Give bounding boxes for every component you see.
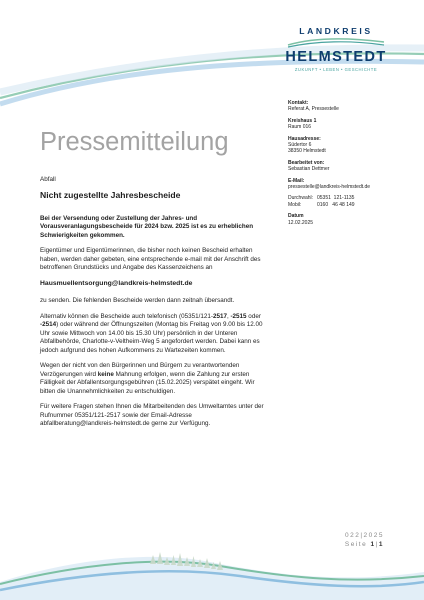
author-group xyxy=(288,160,398,173)
page-indicator: Seite 1|1 xyxy=(344,541,384,548)
headline: Nicht zugestellte Jahresbescheide xyxy=(40,189,181,200)
category-label: Abfall xyxy=(40,176,56,183)
building-label: Kreishaus 1 xyxy=(288,117,317,124)
address-group xyxy=(288,136,398,155)
press-release-body xyxy=(40,176,266,436)
direct-dial-value: 05351 121-1135 xyxy=(317,195,355,202)
author-value: Sebastian Dettmer xyxy=(288,166,330,173)
logo-landkreis-text: LANDKREIS xyxy=(299,26,373,36)
contact-group xyxy=(288,100,398,113)
author-label: Bearbeitet von: xyxy=(288,159,325,166)
date-label: Datum xyxy=(288,213,304,220)
press-email-value: pressestelle@landkreis-helmstedt.de xyxy=(288,184,371,191)
paragraph-request: Eigentümer und Eigentümerinnen, die bisher noch keinen Bescheid erhalten haben, werden daher gebeten, eine entsprechende e-mail mit der Anschrift des betroffenen Grundstücks und Angabe des Kassenzeichens an xyxy=(40,247,261,271)
phone-extension-2514: -2514 xyxy=(40,321,57,328)
phone-extension-2517: 2517 xyxy=(212,312,227,320)
mobile-row xyxy=(288,202,398,208)
landkreis-helmstedt-logo xyxy=(284,26,388,73)
address-label: Hausadresse: xyxy=(288,135,321,142)
mobile-value: 0160 46 48 149 xyxy=(317,201,355,208)
room-value: Raum 016 xyxy=(288,124,312,131)
document-number: 022|2025 xyxy=(345,532,384,539)
address-city: 38350 Helmstedt xyxy=(288,148,326,155)
contact-value: Referat A, Pressestelle xyxy=(288,106,339,113)
email-group xyxy=(288,178,398,191)
paragraph-delay: Wegen der nicht von den Bürgerinnen und Bürgern zu verantwortenden Verzögerungen wird keine Mahnung erfolgen, wenn die Zahlung zur ersten Fälligkeit der Abfallentsorgungsgebühren (15.02.2025) verspätet eingeht. Wir bitten die Unannehmlichkeiten zu entschuldigen. xyxy=(40,362,255,395)
date-value: 12.02.2025 xyxy=(288,219,314,226)
phone-group xyxy=(288,195,398,208)
logo-helmstedt-text: HELMSTEDT xyxy=(285,49,387,65)
date-group xyxy=(288,213,398,226)
waste-email-address: Hausmuellentsorgung@landkreis-helmstedt.de xyxy=(40,279,193,287)
paragraph-contact: Für weitere Fragen stehen Ihnen die Mitarbeitenden des Umweltamtes unter der Rufnummer 05351/121-2517 sowie der Email-Adresse abfallberatung@landkreis-helmstedt.de gerne zur Verfügung. xyxy=(40,403,264,427)
building-group xyxy=(288,118,398,131)
logo-tagline: ZUKUNFT • LEBEN • GESCHICHTE xyxy=(294,67,378,72)
phone-extension-2515: -2515 xyxy=(230,312,247,320)
paragraph-alternative: Alternativ können die Bescheide auch telefonisch (05351/121-2517, -2515 oder -2514) oder während der Öffnungszeiten (Montag bis Freitag von 9.00 bis 12.00 Uhr sowie Mittwoch von 14.00 bis 15.30 Uhr) persönlich in der Unteren Abfallbehörde, Charlotte-v-Veltheim-Weg 5 angefordert werden. Dabei kann es jedoch aufgrund des hohen Aufkommens zu Wartezeiten kommen. xyxy=(40,312,263,354)
email-label: E-Mail: xyxy=(288,177,305,184)
lead-paragraph: Bei der Versendung oder Zustellung der Jahres- und Vorausveranlagungsbescheide für 2024 bzw. 2025 ist es zu erheblichen Schwierigkeiten gekommen. xyxy=(40,214,254,239)
page-title: Pressemitteilung xyxy=(40,128,229,156)
contact-label: Kontakt: xyxy=(288,100,309,106)
logo-hills-icon xyxy=(284,36,388,48)
direct-dial-label: Durchwahl: xyxy=(288,195,314,202)
paragraph-send: zu senden. Die fehlenden Bescheide werden dann zeitnah übersandt. xyxy=(40,297,235,304)
contact-sidebar xyxy=(288,100,398,231)
page-footer xyxy=(345,531,384,549)
mobile-label: Mobil: xyxy=(288,201,302,208)
keine-emphasis: keine xyxy=(97,370,114,378)
address-street: Südertor 6 xyxy=(288,142,312,149)
